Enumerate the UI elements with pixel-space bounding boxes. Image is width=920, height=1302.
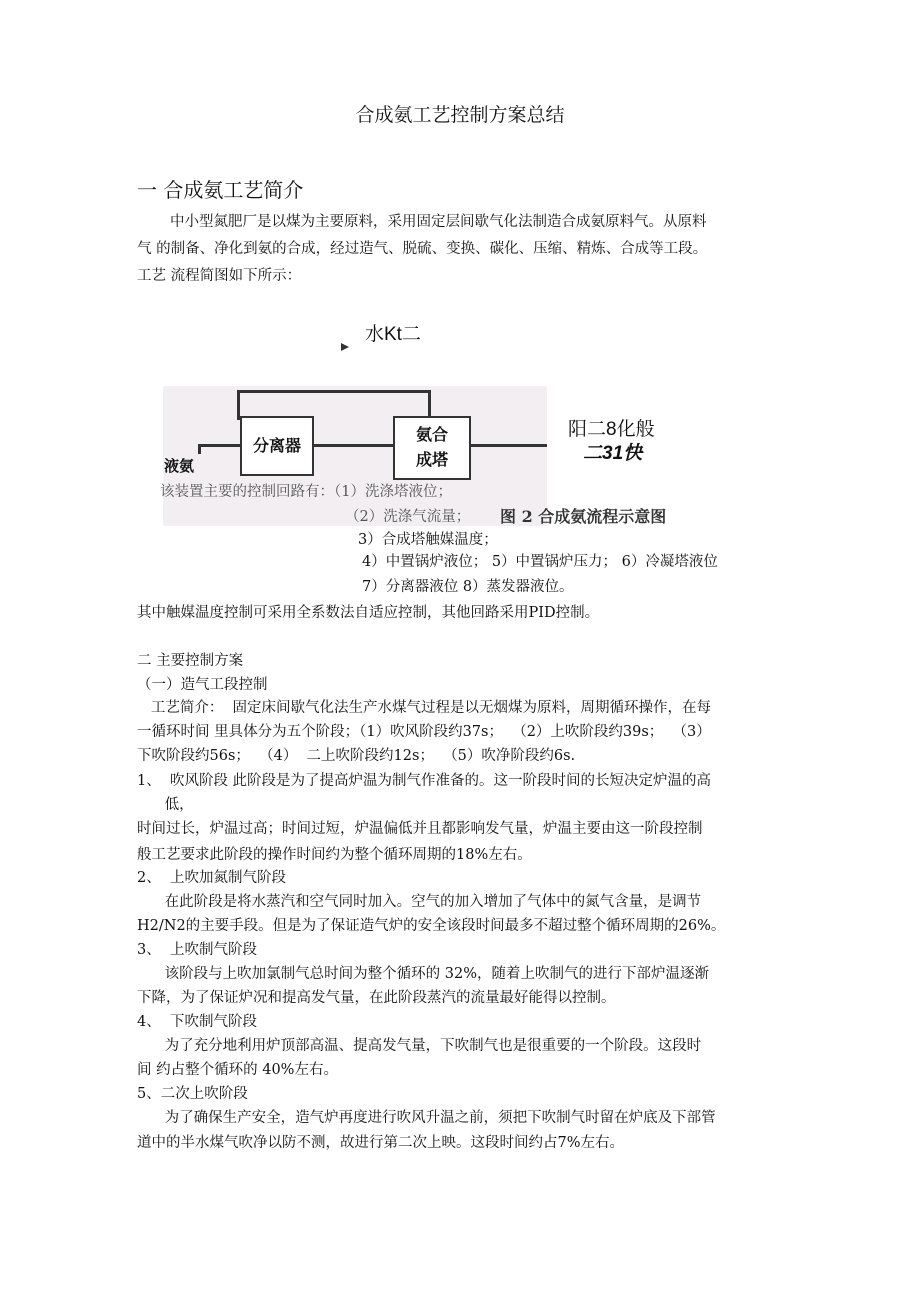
flow-line bbox=[470, 444, 547, 447]
flow-line bbox=[428, 390, 431, 416]
body-line: 为了充分地利用炉顶部高温、提高发气量，下吹制气也是很重要的一个阶段。这段时 bbox=[137, 1038, 702, 1054]
body-line: 时间过长，炉温过高；时间过短，炉温偏低并且都影响发气量，炉温主要由这一阶段控制 bbox=[137, 821, 703, 837]
liquid-ammonia-label: 液氨 bbox=[164, 457, 195, 475]
body-line: 4、 下吹制气阶段 bbox=[137, 1014, 257, 1030]
body-line: 般工艺要求此阶段的操作时间约为整个循环周期的18%左右。 bbox=[137, 847, 532, 863]
separator-box: 分离器 bbox=[240, 416, 314, 476]
synthesis-tower-box bbox=[393, 416, 471, 480]
body-line: 低， bbox=[137, 797, 194, 813]
body-line: 3、 上吹制气阶段 bbox=[137, 942, 257, 958]
subsection-heading: （一）造气工段控制 bbox=[137, 677, 268, 693]
diagram-right-label-1: 阳二8化般 bbox=[568, 419, 655, 440]
body-line: 道中的半水煤气吹净以防不测，故进行第二次上映。这段时间约占7%左右。 bbox=[137, 1135, 625, 1151]
section-1-heading: 一 合成氨工艺简介 bbox=[137, 178, 304, 202]
flow-line bbox=[198, 444, 240, 447]
tower-label-1: 氨合 bbox=[415, 425, 448, 444]
diagram-caption: 图 2 合成氨流程示意图 bbox=[500, 507, 667, 526]
body-line: 下降，为了保证炉况和提高发气量，在此阶段蒸汽的流量最好能得以控制。 bbox=[137, 990, 616, 1006]
loop-line: 该装置主要的控制回路有：（1）洗涤塔液位； bbox=[160, 484, 452, 500]
paragraph-line: 工艺 流程简图如下所示： bbox=[137, 268, 302, 284]
flow-line bbox=[198, 444, 201, 454]
flow-line bbox=[237, 390, 430, 393]
body-line: 为了确保生产安全，造气炉再度进行吹风升温之前，须把下吹制气时留在炉底及下部管 bbox=[137, 1110, 716, 1126]
body-line: 下吹阶段约56s； （4） 二上吹阶段约12s； （5）吹净阶段约6s. bbox=[137, 748, 576, 764]
loop-line: 3）合成塔触媒温度； bbox=[358, 532, 498, 548]
body-line: 间 约占整个循环的 40%左右。 bbox=[137, 1062, 338, 1078]
body-line: 该阶段与上吹加氯制气总时间为整个循环的 32%，随着上吹制气的进行下部炉温逐渐 bbox=[137, 966, 709, 982]
body-line: 1、 吹风阶段 此阶段是为了提高炉温为制气作准备的。这一阶段时间的长短决定炉温的高 bbox=[137, 773, 712, 789]
diagram-top-label: 水Kt二 bbox=[365, 324, 421, 345]
flow-line bbox=[313, 444, 393, 447]
body-line: 一循环时间 里具体分为五个阶段；（1）吹风阶段约37s； （2）上吹阶段约39s； （3） bbox=[137, 724, 711, 740]
document-title: 合成氨工艺控制方案总结 bbox=[355, 104, 565, 126]
body-line: 工艺简介： 固定床间歇气化法生产水煤气过程是以无烟煤为原料，周期循环操作，在每 bbox=[137, 700, 712, 716]
loop-line: 4）中置锅炉液位； 5）中置锅炉压力； 6）冷凝塔液位 bbox=[362, 554, 718, 570]
body-line: 在此阶段是将水蒸汽和空气同时加入。空气的加入增加了气体中的氮气含量，是调节 bbox=[137, 894, 702, 910]
body-line: 2、 上吹加氮制气阶段 bbox=[137, 870, 286, 886]
diagram-right-label-2: 二31快 bbox=[583, 443, 643, 464]
body-line: H2/N2的主要手段。但是为了保证造气炉的安全该段时间最多不超过整个循环周期的26%。 bbox=[137, 918, 726, 934]
tower-label-2: 成塔 bbox=[415, 450, 448, 469]
loop-line: （2）洗涤气流量； bbox=[345, 509, 471, 525]
paragraph-line: 气 的制备、净化到氨的合成，经过造气、脱硫、变换、碳化、压缩、精炼、合成等工段。 bbox=[137, 241, 708, 257]
body-line: 5、二次上吹阶段 bbox=[137, 1086, 248, 1102]
loop-summary: 其中触媒温度控制可采用全系数法自适应控制，其他回路采用PID控制。 bbox=[137, 605, 600, 621]
section-2-heading: 二 主要控制方案 bbox=[137, 653, 244, 669]
loop-line: 7）分离器液位 8）蒸发器液位。 bbox=[362, 579, 574, 595]
paragraph-line: 中小型氮肥厂是以煤为主要原料，采用固定层间歇气化法制造合成氨原料气。从原料 bbox=[170, 214, 707, 230]
diagram-background bbox=[163, 386, 547, 526]
arrow-icon bbox=[341, 343, 349, 351]
